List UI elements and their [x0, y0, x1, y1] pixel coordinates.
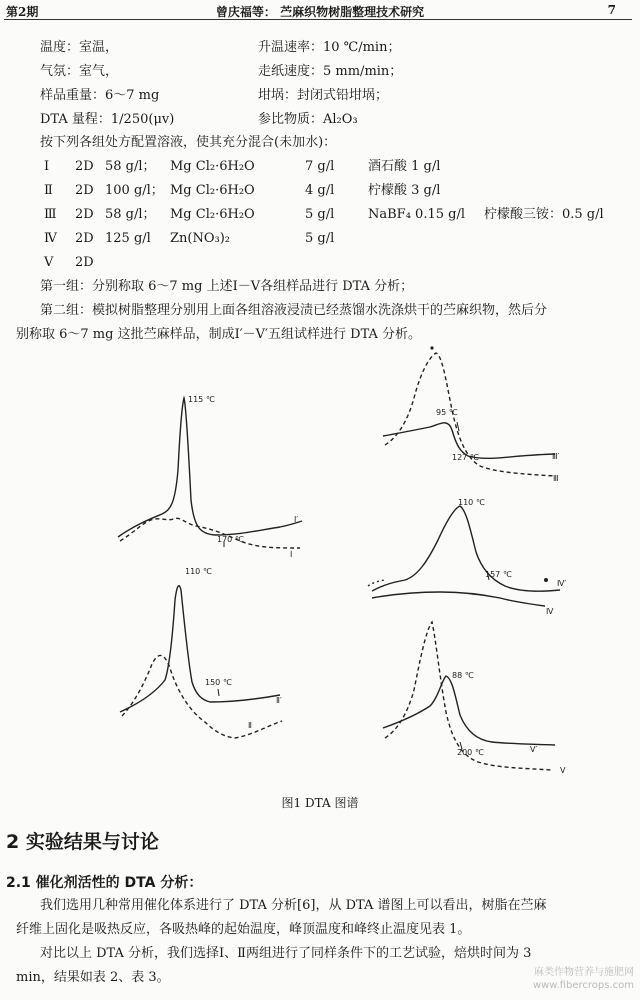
condition-right: 走纸速度：5 mm/min； — [258, 64, 403, 79]
watermark-line2: www.fibercrops.com — [532, 980, 634, 991]
recipe-number: Ⅳ — [44, 231, 57, 246]
recipe-acid: NaBF₄ 0.15 g/l — [368, 207, 465, 222]
peak-label: 95 ℃ — [436, 408, 458, 417]
curve-label: Ⅴ′ — [530, 745, 538, 754]
condition-right: 坩埚：封闭式铅坩埚； — [258, 88, 389, 103]
group2-text-line2: 别称取 6～7 mg 这批苎麻样品，制成Ⅰ′－Ⅴ′五组试样进行 DTA 分析。 — [16, 327, 422, 342]
recipe-salt: Mg Cl₂·6H₂O — [170, 159, 255, 174]
recipe-resin: 2D — [75, 231, 94, 246]
marker-dot — [430, 346, 433, 349]
curve-label: Ⅴ — [560, 766, 566, 775]
recipe-resin: 2D — [75, 159, 94, 174]
condition-left: 样品重量：6～7 mg — [40, 88, 160, 103]
recipe-salt: Mg Cl₂·6H₂O — [170, 183, 255, 198]
watermark — [533, 966, 634, 992]
curve-label: Ⅲ′ — [552, 452, 560, 461]
recipe-resin: 2D — [75, 255, 94, 270]
recipe-amount: 5 g/l — [305, 231, 335, 246]
curve-I-prime — [118, 398, 302, 537]
condition-right: 升温速率：10 ℃/min； — [258, 40, 401, 55]
curve-label: Ⅲ — [553, 474, 559, 483]
end-label: 200 ℃ — [457, 748, 484, 757]
recipe-concentration: 58 g/l； — [105, 207, 156, 222]
recipe-number: Ⅱ — [44, 183, 53, 198]
curve-IV-dotted — [368, 580, 385, 586]
peak-label: 115 ℃ — [188, 395, 215, 404]
curve-IV-prime — [372, 506, 560, 591]
curve-label: Ⅱ — [248, 721, 252, 730]
curve-label: Ⅰ — [290, 550, 293, 559]
figure-caption: 图1 DTA 图谱 — [281, 796, 359, 810]
recipe-resin: 2D — [75, 207, 94, 222]
curve-label: Ⅰ′ — [294, 515, 299, 524]
page-number: 7 — [607, 3, 616, 17]
recipe-salt: Zn(NO₃)₂ — [170, 231, 231, 246]
group2-text-line1: 第二组：模拟树脂整理分别用上面各组溶液浸渍已经蒸馏水洗涤烘干的苎麻织物，然后分 — [40, 303, 548, 318]
recipe-amount: 7 g/l — [305, 159, 335, 174]
recipe-concentration: 58 g/l； — [105, 159, 156, 174]
peak-label: 88 ℃ — [452, 671, 474, 680]
curve-label: Ⅱ′ — [276, 696, 282, 705]
condition-left: 温度：室温， — [40, 40, 119, 55]
condition-left: 气氛：室气， — [40, 64, 119, 79]
recipe-extra: 柠檬酸三铵：0.5 g/l — [484, 207, 604, 222]
recipe-salt: Mg Cl₂·6H₂O — [170, 207, 255, 222]
curve-label: Ⅳ — [546, 607, 554, 616]
paragraph-line: 对比以上 DTA 分析，我们选择Ⅰ、Ⅱ两组进行了同样条件下的工艺试验，焙烘时间为 3 — [40, 946, 532, 961]
recipe-amount: 4 g/l — [305, 183, 335, 198]
peak-label: 110 ℃ — [458, 498, 485, 507]
recipe-amount: 5 g/l — [305, 207, 335, 222]
paragraph-line: 纤维上固化是吸热反应，各吸热峰的起始温度，峰顶温度和峰终止温度见表 1。 — [16, 922, 471, 937]
recipe-acid: 酒石酸 1 g/l — [368, 159, 441, 174]
recipe-resin: 2D — [75, 183, 94, 198]
end-label: 157 ℃ — [485, 570, 512, 579]
running-title: 曾庆福等： 苎麻织物树脂整理技术研究 — [215, 5, 425, 19]
subsection-heading: 2.1 催化剂活性的 DTA 分析： — [6, 875, 203, 891]
peak-label: 110 ℃ — [185, 567, 212, 576]
recipe-concentration: 125 g/l — [105, 231, 151, 246]
recipe-number: Ⅴ — [44, 255, 54, 270]
curve-V-prime — [383, 676, 555, 745]
end-label: 150 ℃ — [205, 678, 232, 687]
end-label: 127 ℃ — [452, 453, 479, 462]
curve-IV — [372, 592, 545, 606]
curve-I — [120, 518, 300, 548]
paragraph-line: 我们选用几种常用催化体系进行了 DTA 分析[6]，从 DTA 谱图上可以看出，树脂在苎麻 — [40, 898, 547, 913]
paragraph-line: min，结果如表 2、表 3。 — [16, 970, 170, 985]
recipe-number: Ⅲ — [44, 207, 57, 222]
section-heading: 2 实验结果与讨论 — [6, 831, 159, 853]
curve-II-prime — [120, 586, 280, 712]
end-label: 170 ℃ — [217, 535, 244, 544]
watermark-line1: 麻类作物营养与施肥网 — [534, 967, 634, 978]
issue-number: 第2期 — [6, 5, 39, 19]
recipe-number: Ⅰ — [44, 159, 50, 174]
recipe-concentration: 100 g/l； — [105, 183, 164, 198]
recipe-intro: 按下列各组处方配置溶液，使其充分混合(未加水)： — [40, 135, 337, 150]
condition-right: 参比物质：Al₂O₃ — [258, 112, 358, 127]
recipe-acid: 柠檬酸 3 g/l — [368, 183, 441, 198]
marker-dot — [544, 578, 548, 582]
curve-label: Ⅳ′ — [557, 579, 567, 588]
condition-left: DTA 量程：1/250(μv) — [40, 112, 175, 127]
group1-text: 第一组：分别称取 6～7 mg 上述Ⅰ－Ⅴ各组样品进行 DTA 分析； — [40, 279, 414, 294]
